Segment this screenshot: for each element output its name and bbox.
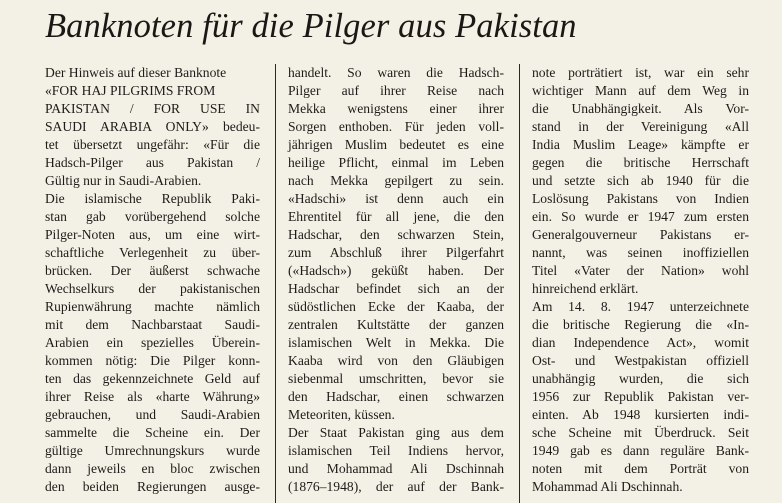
text-line: stan gab vorübergehend solche — [45, 209, 260, 224]
text-column-3 — [532, 64, 749, 496]
text-line: Mohammad Ali Dschinnah. — [532, 479, 683, 494]
text-line: noten mit dem Porträt von — [532, 461, 749, 476]
text-line: brücken. Der äußerst schwache — [45, 263, 260, 278]
text-line: dian Independence Act», womit — [532, 335, 749, 350]
text-line: Gültig nur in Saudi-Arabien. — [45, 173, 202, 188]
text-line: Der Hinweis auf dieser Banknote — [45, 65, 227, 80]
text-line: Hadschar, den schwarzen Stein, — [288, 227, 504, 242]
text-line: gültige Umrechnungskurs wurde — [45, 443, 260, 458]
text-line: mit dem Nachbarstaat Saudi- — [45, 317, 260, 332]
text-line: Sorgen enthoben. Für jeden voll- — [288, 119, 504, 134]
text-line: stand in der Vereinigung «All — [532, 119, 749, 134]
text-line: Ost- und Westpakistan offiziell — [532, 353, 749, 368]
text-line: Hadschar befindet sich an der — [288, 281, 504, 296]
text-line: Rupienwährung machte nämlich — [45, 299, 260, 314]
text-line: unabhängig wurden, die sich — [532, 371, 749, 386]
text-line: SAUDI ARABIA ONLY» bedeu- — [45, 119, 260, 134]
text-line: 1956 zur Republik Pakistan ver- — [532, 389, 749, 404]
text-line: PAKISTAN / FOR USE IN — [45, 101, 260, 116]
text-line: 1949 gab es dann reguläre Bank- — [532, 443, 749, 458]
text-line: India Muslim Leage» kämpfte er — [532, 137, 749, 152]
text-line: Am 14. 8. 1947 unterzeichnete — [532, 299, 749, 314]
text-line: kommen nötig: Die Pilger konn- — [45, 353, 260, 368]
text-line: islamischen Teil Indiens hervor, — [288, 443, 504, 458]
text-line: Loslösung Pakistans von Indien — [532, 191, 749, 206]
text-line: und Mohammad Ali Dschinnah — [288, 461, 504, 476]
text-line: handelt. So waren die Hadsch- — [288, 65, 504, 80]
text-line: Meteoriten, küssen. — [288, 407, 395, 422]
text-line: Der Staat Pakistan ging aus dem — [288, 425, 504, 440]
text-line: hinreichend erklärt. — [532, 281, 639, 296]
text-line: einten. Ab 1948 kursierten indi- — [532, 407, 749, 422]
text-line: Pilger-Noten aus, um eine wirt- — [45, 227, 260, 242]
text-line: siebenmal umschritten, bevor sie — [288, 371, 504, 386]
text-line: Generalgouverneur Pakistans er- — [532, 227, 749, 242]
text-line: Ehrentitel für all jene, die den — [288, 209, 504, 224]
text-line: Pilger auf ihrer Reise nach — [288, 83, 504, 98]
text-line: tet übersetzt ungefähr: «Für die — [45, 137, 260, 152]
text-line: die britische Regierung die «In- — [532, 317, 749, 332]
text-line: Titel «Vater der Nation» wohl — [532, 263, 749, 278]
text-line: sammelte die Scheine ein. Der — [45, 425, 260, 440]
text-line: ihrer Reise als «harte Währung» — [45, 389, 260, 404]
text-line: jährigen Muslim bedeutet es eine — [288, 137, 504, 152]
text-line: und setzte sich ab 1940 für die — [532, 173, 749, 188]
text-line: nach Mekka gepilgert zu sein. — [288, 173, 504, 188]
text-line: (1876–1948), der auf der Bank- — [288, 479, 504, 494]
article-title: Banknoten für die Pilger aus Pakistan — [45, 7, 577, 45]
text-line: den Hadschar, einen schwarzen — [288, 389, 504, 404]
text-line: die Unabhängigkeit. Als Vor- — [532, 101, 749, 116]
text-column-2 — [288, 64, 504, 496]
text-line: «FOR HAJ PILGRIMS FROM — [45, 83, 216, 98]
text-line: nannt, was seinen inoffiziellen — [532, 245, 749, 260]
text-line: «Hadschi» ist denn auch ein — [288, 191, 504, 206]
column-divider — [519, 64, 520, 503]
text-line: ein. So wurde er 1947 zum ersten — [532, 209, 749, 224]
text-line: zentralen Kultstätte der ganzen — [288, 317, 504, 332]
text-column-1 — [45, 64, 260, 496]
text-line: islamischen Welt in Mekka. Die — [288, 335, 504, 350]
text-line: Die islamische Republik Paki- — [45, 191, 260, 206]
text-line: heilige Pflicht, einmal im Leben — [288, 155, 504, 170]
text-line: Arabien ein spezielles Überein- — [45, 335, 260, 350]
text-line: sche Scheine mit Überdruck. Seit — [532, 425, 749, 440]
text-line: wichtiger Mann auf dem Weg in — [532, 83, 749, 98]
text-line: dann jeweils en bloc zwischen — [45, 461, 260, 476]
text-line: («Hadsch») geküßt haben. Der — [288, 263, 504, 278]
text-line: gebrauchen, und Saudi-Arabien — [45, 407, 260, 422]
column-divider — [275, 64, 276, 503]
text-line: note porträtiert ist, war ein sehr — [532, 65, 749, 80]
text-line: Wechselkurs der pakistanischen — [45, 281, 260, 296]
text-line: Mekka wenigstens einer ihrer — [288, 101, 504, 116]
text-line: gegen die britische Herrschaft — [532, 155, 749, 170]
text-line: ten das gekennzeichnete Geld auf — [45, 371, 260, 386]
text-line: Hadsch-Pilger aus Pakistan / — [45, 155, 260, 170]
text-line: südöstlichen Ecke der Kaaba, der — [288, 299, 504, 314]
text-line: zum Abschluß ihrer Pilgerfahrt — [288, 245, 504, 260]
text-line: den beiden Regierungen ausge- — [45, 479, 260, 494]
text-line: Kaaba wird von den Gläubigen — [288, 353, 504, 368]
text-line: schaftliche Verlegenheit zu über- — [45, 245, 260, 260]
